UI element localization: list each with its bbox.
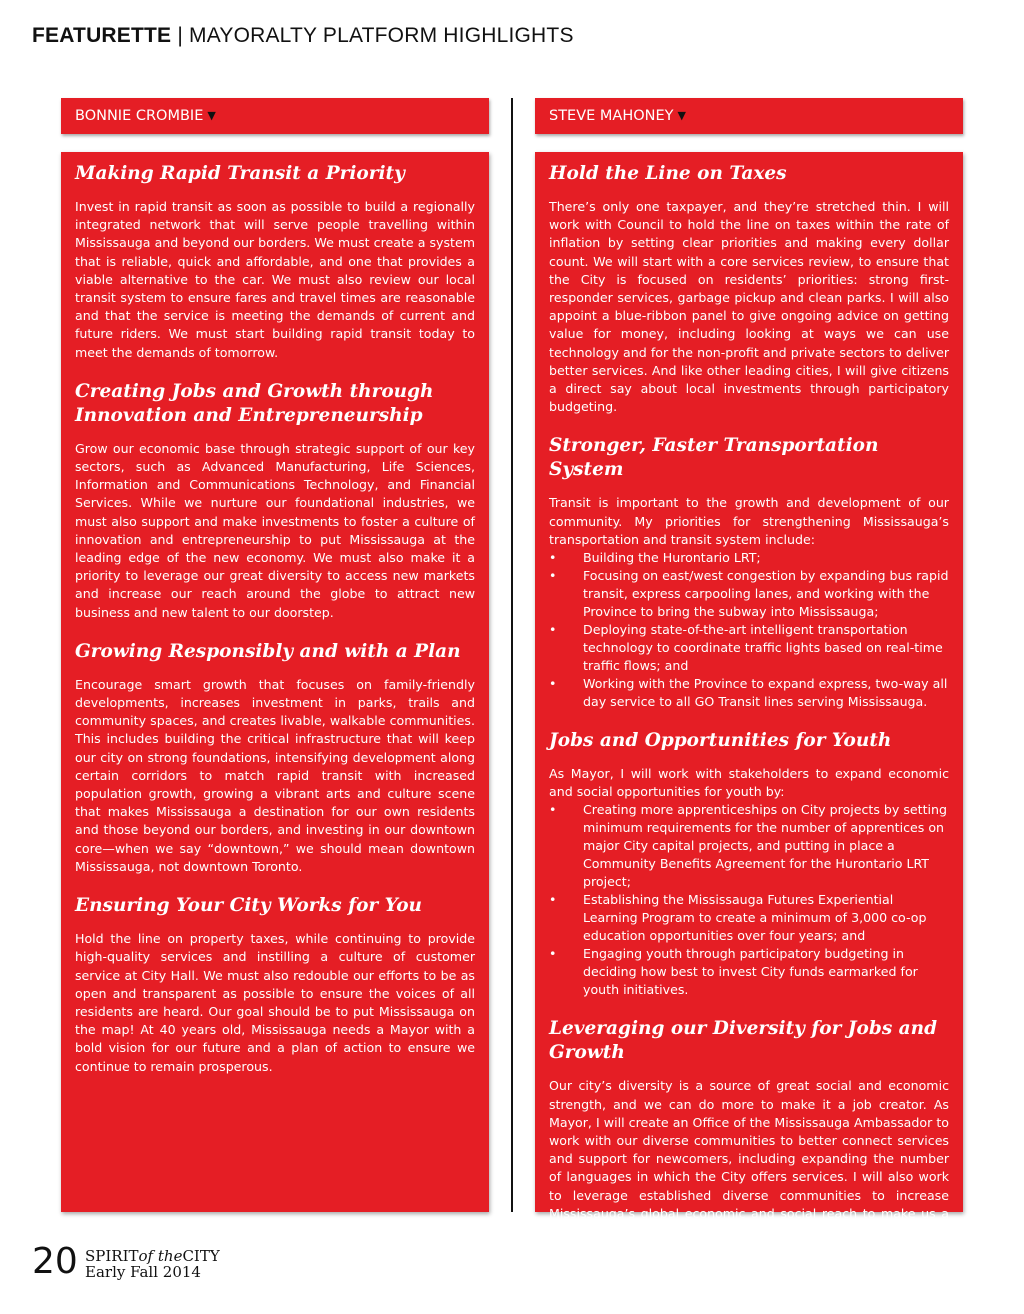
section-body: Grow our economic base through strategic support of our key sectors, such as Advanced Manufacturing, Life Sciences, Information and Communications Technology, and Financial Services. While we nurture our foundational industries, we must also support and make investments to foster a culture of innovation and entrepreneurship to put Mississauga at the leading edge of the new economy. We must also make it a priority to leverage our great diversity to access new markets and increase our reach around the globe to attract new business and new talent to our doorstep.	[75, 440, 475, 620]
mag-city: CITY	[182, 1247, 220, 1265]
section-body: There’s only one taxpayer, and they’re stretched thin. I will work with Council to hold the line on taxes within the rate of inflation by setting clear priorities and making every dollar count. We will start with a core services review, to ensure that the City is focused on residents’ priorities: strong first-responder services, garbage pickup and clean parks. I will also appoint a blue-ribbon panel to give ongoing advice on getting value for money, including looking at ways we can use technology and for the non-profit and private sectors to deliver better services. And like other leading cities, I will give citizens a direct say about local investments through participatory budgeting.	[549, 199, 949, 415]
triangle-down-icon: ▼	[207, 109, 216, 122]
section-heading: Ensuring Your City Works for You	[75, 895, 422, 917]
issue-date: Early Fall 2014	[85, 1263, 201, 1281]
list-item: • Establishing the Mississauga Futures Experiential Learning Program to create a minimum of 3,000 co-op education opportunities over four years; and	[549, 892, 927, 944]
section-body: Hold the line on property taxes, while continuing to provide high-quality services and instilling a culture of customer service at City Hall. We must also redouble our efforts to be as open and transparent as possible to ensure the voices of all residents are heard. Our goal should be to put Mississauga on the map! At 40 years old, Mississauga needs a Mayor with a bold vision for our future and a plan of action to ensure we continue to remain prosperous.	[75, 931, 475, 1074]
magazine-title	[85, 1248, 220, 1280]
candidate-name-left: BONNIE CROMBIE	[75, 108, 204, 124]
bullet-icon: •	[549, 946, 557, 962]
header-title: MAYORALTY PLATFORM HIGHLIGHTS	[189, 24, 574, 47]
header-section: FEATURETTE	[32, 24, 172, 47]
candidate-name-right: STEVE MAHONEY	[549, 108, 674, 124]
bullet-icon: •	[549, 622, 557, 638]
list-item: • Deploying state-of-the-art intelligent transportation technology to coordinate traffic lights based on real-time traffic flows; and	[549, 622, 943, 674]
section-intro: As Mayor, I will work with stakeholders to expand economic and social opportunities for youth by:	[549, 766, 949, 800]
header-separator: |	[171, 24, 190, 47]
list-item: • Engaging youth through participatory budgeting in deciding how best to invest City funds earmarked for youth initiatives.	[549, 946, 918, 998]
section-heading: Making Rapid Transit a Priority	[75, 163, 405, 184]
section-intro: Transit is important to the growth and development of our community. My priorities for strengthening Mississauga’s transportation and transit system include:	[549, 495, 949, 547]
section-heading: Stronger, Faster Transportation System	[549, 435, 879, 481]
bullet-icon: •	[549, 550, 557, 566]
list-item: • Focusing on east/west congestion by expanding bus rapid transit, express carpooling lanes, and working with the Province to bring the subway into Mississauga;	[549, 568, 949, 620]
candidate-name-bar-right	[535, 98, 963, 134]
section-heading: Hold the Line on Taxes	[549, 163, 787, 184]
bullet-icon: •	[549, 892, 557, 908]
candidate-name-bar-left	[61, 98, 489, 134]
bullet-icon: •	[549, 802, 557, 818]
section-body: Encourage smart growth that focuses on family-friendly developments, increases investment in parks, trails and community spaces, and creates livable, walkable communities. This includes building the critical infrastructure that will keep our city on strong foundations, intensifying development along certain corridors to match rapid transit with increased population growth, growing a vibrant arts and culture scene that makes Mississauga a destination for our own residents and those beyond our borders, and investing in our downtown core—when we say “downtown,” we should mean downtown Mississauga, not downtown Toronto.	[75, 676, 475, 874]
list-item: • Creating more apprenticeships on City projects by setting minimum requirements for the number of apprentices on major City capital projects, and putting in place a Community Benefits Agreement for the Hurontario LRT project;	[549, 802, 948, 890]
list-item: • Building the Hurontario LRT;	[549, 550, 761, 566]
mag-spirit: SPIRIT	[85, 1247, 139, 1265]
left-column-panel	[61, 152, 489, 1212]
section-heading: Leveraging our Diversity for Jobs and Growth	[549, 1018, 938, 1064]
section-heading: Jobs and Opportunities for Youth	[549, 730, 892, 752]
section-body: Our city’s diversity is a source of great social and economic strength, and we can do more to make it a job creator. As Mayor, I will create an Office of the Mississauga Ambassador to work with our diverse communities to better connect services and support for newcomers, including expanding the number of languages in which the City offers services. I will also work to leverage established diverse communities to increase Mississauga’s global economic and social reach to make us a global gateway for local and international businesses looking to expand and grow.	[549, 1078, 949, 1258]
page-header	[32, 24, 574, 48]
page-number: 20	[32, 1241, 78, 1282]
triangle-down-icon: ▼	[677, 109, 686, 122]
list-item: • Working with the Province to expand express, two-way all day service to all GO Transit lines serving Mississauga.	[549, 676, 948, 710]
section-body: Invest in rapid transit as soon as possible to build a regionally integrated network that will serve people travelling within Mississauga and beyond our borders. We must create a system that is reliable, quick and affordable, and one that provides a viable alternative to the car. We must also review our local transit system to ensure fares and travel times are reasonable and that the service is meeting the demands of current and future riders. We must start building rapid transit today to meet the demands of tomorrow.	[75, 199, 475, 360]
bullet-list	[549, 549, 949, 711]
section-heading: Growing Responsibly and with a Plan	[75, 640, 461, 662]
right-column-panel	[535, 152, 963, 1258]
bullet-icon: •	[549, 568, 557, 584]
bullet-icon: •	[549, 676, 557, 692]
column-divider	[511, 98, 513, 1212]
mag-ofthe: of the	[138, 1247, 183, 1265]
bullet-list	[549, 801, 949, 999]
section-heading: Creating Jobs and Growth through Innovation and Entrepreneurship	[75, 380, 434, 426]
